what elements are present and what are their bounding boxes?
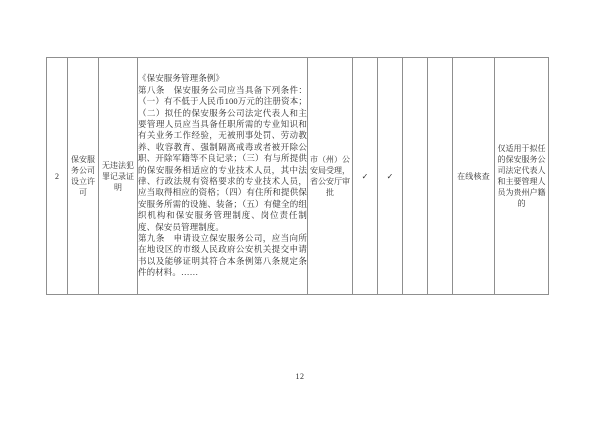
blank-column-2 [428, 58, 453, 295]
remark: 仅适用于拟任的保安服务公司法定代表人和主要管理人员为贵州户籍的 [495, 58, 549, 295]
check-mark-column-1: ✓ [353, 58, 378, 295]
license-item-name: 保安服务公司设立许可 [68, 58, 99, 295]
legal-basis-title: 《保安服务管理条例》 [138, 73, 225, 84]
legal-basis-cell [138, 58, 308, 295]
page-number: 12 [295, 372, 305, 381]
table-row [47, 58, 549, 295]
verification-method: 在线核查 [453, 58, 495, 295]
check-mark-column-2: ✓ [378, 58, 403, 295]
blank-column-1 [403, 58, 428, 295]
legal-basis-article9: 第九条 申请设立保安服务公司，应当向所在地设区的市级人民政府公安机关提交申请书以及能够证明其符合本条例第八条规定条件的材料。…… [138, 233, 307, 278]
legal-basis-article8: 第八条 保安服务公司应当具备下列条件：（一）有不低于人民币100万元的注册资本；（二）拟任的保安服务公司法定代表人和主要管理人员应当具备任职所需的专业知识和有关业务工作经验，无被刑事处罚、劳动教养、收容教育、强制隔离戒毒或者被开除公职、开除军籍等不良记录；（三）有与所提供的保安服务相适应的专业技术人员，其中法律、行政法规有资格要求的专业技术人员，应当取得相应的资格；（四）有住所和提供保安服务所需的设施、装备；（五）有健全的组织机构和保安服务管理制度、岗位责任制度、保安员管理制度。 [138, 84, 307, 232]
accepting-authority: 市（州）公安局受理，省公安厅审批 [308, 58, 353, 295]
approval-items-table [46, 57, 549, 295]
material-name: 无违法犯罪记录证明 [99, 58, 138, 295]
row-sequence-number: 2 [47, 58, 68, 295]
